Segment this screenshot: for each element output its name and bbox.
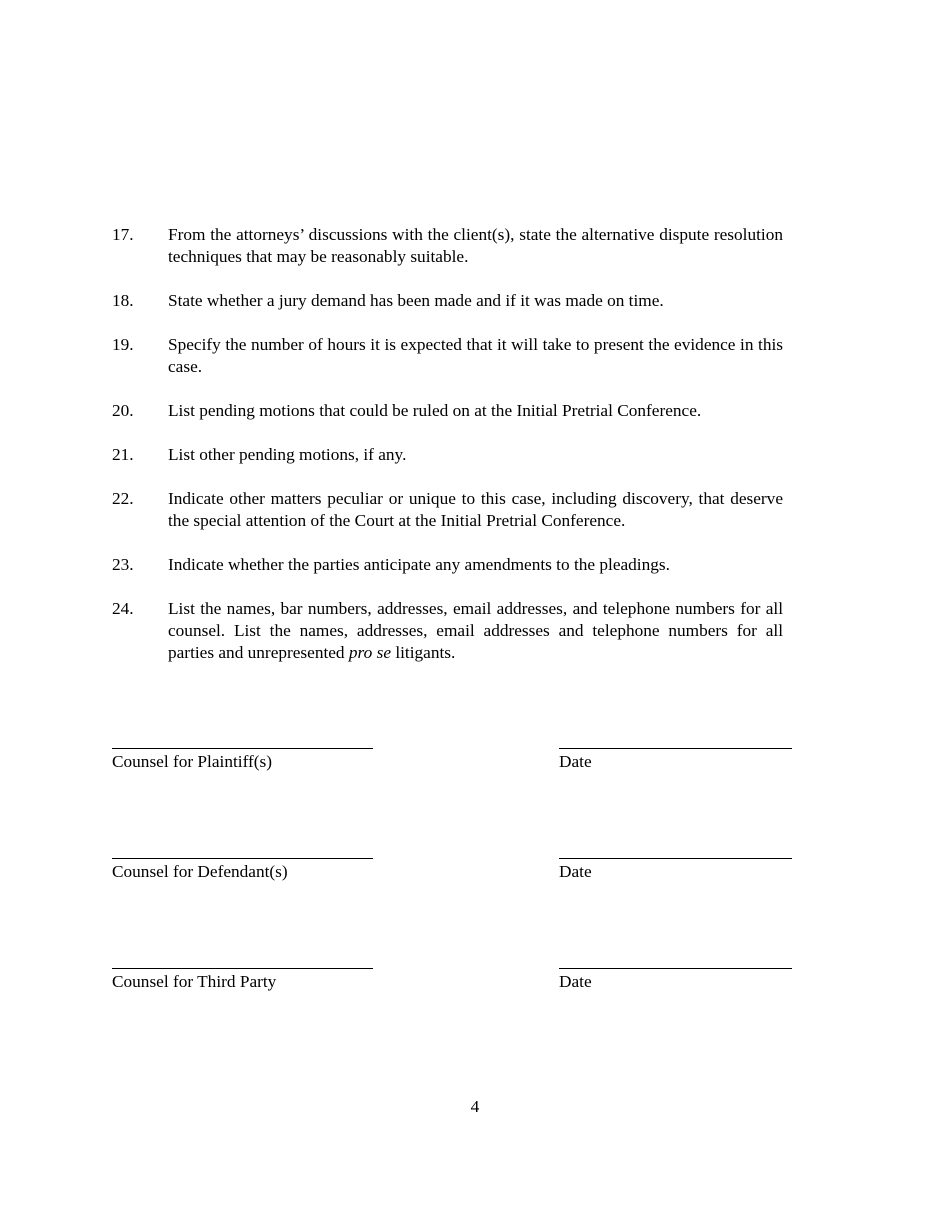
defendant-counsel-label: Counsel for Defendant(s) xyxy=(112,862,288,881)
list-item-20 xyxy=(112,400,783,422)
defendant-date-label: Date xyxy=(559,862,592,881)
item-number: 23. xyxy=(112,555,134,574)
item-text xyxy=(168,598,783,664)
list-item-18 xyxy=(112,290,783,312)
list-item-23 xyxy=(112,554,783,576)
item-text: List other pending motions, if any. xyxy=(168,445,407,464)
item-text-after: litigants. xyxy=(391,643,456,662)
third-party-date-line xyxy=(559,968,792,969)
list-item-17 xyxy=(112,224,783,268)
list-item-24 xyxy=(112,598,783,664)
defendant-signature-line xyxy=(112,858,373,859)
item-text-before: List the names, bar numbers, addresses, email addresses, and telephone numbers for all counsel. List the names, addresses, email addresses and telephone numbers for all parties and unrepresented xyxy=(168,599,783,662)
defendant-date-line xyxy=(559,858,792,859)
item-number: 24. xyxy=(112,599,134,618)
third-party-counsel-label: Counsel for Third Party xyxy=(112,972,277,991)
list-item-21 xyxy=(112,444,783,466)
item-number: 22. xyxy=(112,489,134,508)
item-text: Indicate whether the parties anticipate any amendments to the pleadings. xyxy=(168,555,670,574)
plaintiff-counsel-label: Counsel for Plaintiff(s) xyxy=(112,752,272,771)
item-number: 17. xyxy=(112,225,134,244)
plaintiff-date-line xyxy=(559,748,792,749)
page-number: 4 xyxy=(470,1097,480,1116)
item-text-italic: pro se xyxy=(348,643,391,662)
list-item-19 xyxy=(112,334,783,378)
item-number: 21. xyxy=(112,445,134,464)
plaintiff-date-label: Date xyxy=(559,752,592,771)
item-number: 20. xyxy=(112,401,134,420)
numbered-items-list xyxy=(112,224,783,686)
item-text: From the attorneys’ discussions with the client(s), state the alternative dispute resolution techniques that may be reasonably suitable. xyxy=(168,225,783,266)
plaintiff-signature-line xyxy=(112,748,373,749)
item-text: List pending motions that could be ruled on at the Initial Pretrial Conference. xyxy=(168,401,702,420)
third-party-date-label: Date xyxy=(559,972,592,991)
third-party-signature-line xyxy=(112,968,373,969)
item-text: Indicate other matters peculiar or unique to this case, including discovery, that deserve the special attention of the Court at the Initial Pretrial Conference. xyxy=(168,489,783,530)
list-item-22 xyxy=(112,488,783,532)
item-number: 18. xyxy=(112,291,134,310)
item-text: Specify the number of hours it is expected that it will take to present the evidence in this case. xyxy=(168,335,783,376)
item-number: 19. xyxy=(112,335,134,354)
item-text: State whether a jury demand has been made and if it was made on time. xyxy=(168,291,664,310)
